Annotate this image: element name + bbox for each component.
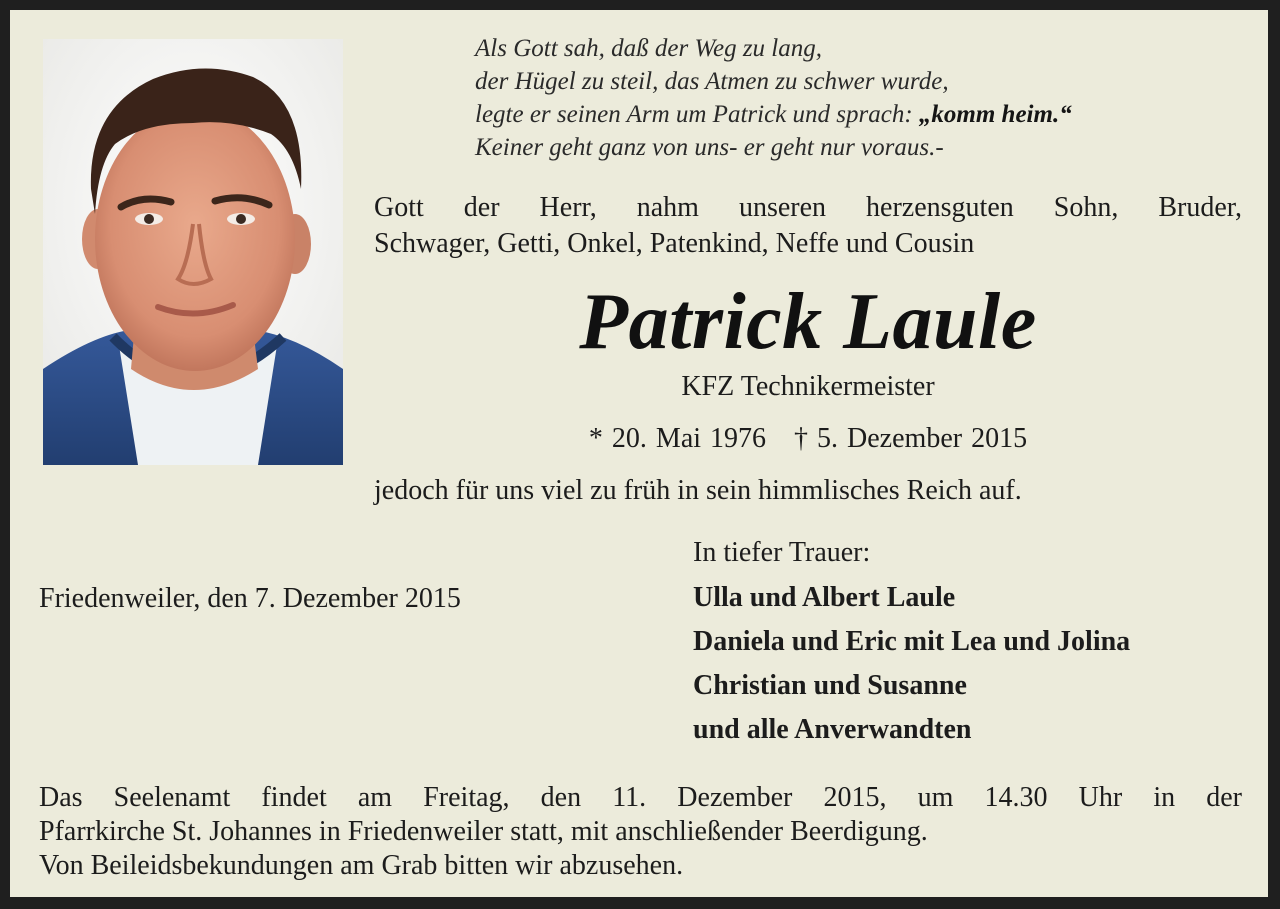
poem-line: Keiner geht ganz von uns- er geht nur voraus.- (475, 134, 944, 161)
death-date: † 5. Dezember 2015 (794, 423, 1028, 454)
place-and-date: Friedenweiler, den 7. Dezember 2015 (39, 583, 461, 614)
obituary-card (10, 10, 1268, 897)
birth-date: * 20. Mai 1976 (588, 423, 767, 454)
intro-text (374, 190, 1242, 262)
mourners-block (693, 536, 1263, 752)
portrait-illustration (43, 39, 343, 465)
mourner-name: und alle Anverwandten (693, 714, 972, 745)
service-line: Das Seelenamt findet am Freitag, den 11. Dezember 2015, um 14.30 Uhr in der (39, 782, 1242, 813)
deceased-profession: KFZ Technikermeister (681, 371, 935, 402)
poem (475, 32, 1265, 164)
mourner-name: Ulla und Albert Laule (693, 582, 956, 613)
service-line: Von Beileidsbekundungen am Grab bitten wir abzusehen. (39, 850, 684, 881)
service-info (39, 781, 1242, 883)
deceased-name: Patrick Laule (579, 278, 1037, 366)
poem-line: der Hügel zu steil, das Atmen zu schwer wurde, (475, 68, 949, 95)
mourners-heading: In tiefer Trauer: (693, 537, 871, 568)
mourner-name: Christian und Susanne (693, 670, 967, 701)
outro-text: jedoch für uns viel zu früh in sein himmlisches Reich auf. (374, 475, 1022, 506)
poem-quote: „komm heim.“ (918, 101, 1072, 128)
life-dates (374, 422, 1242, 456)
portrait-photo (43, 39, 343, 465)
poem-line: Als Gott sah, daß der Weg zu lang, (475, 35, 822, 62)
service-line: Pfarrkirche St. Johannes in Friedenweiler statt, mit anschließender Beerdigung. (39, 816, 928, 847)
intro-line: Schwager, Getti, Onkel, Patenkind, Neffe und Cousin (374, 228, 975, 259)
poem-line-text: legte er seinen Arm um Patrick und sprach: (475, 101, 919, 128)
intro-line: Gott der Herr, nahm unseren herzensguten Sohn, Bruder, (374, 192, 1242, 223)
mourner-name: Daniela und Eric mit Lea und Jolina (693, 626, 1131, 657)
poem-line (475, 98, 1265, 131)
